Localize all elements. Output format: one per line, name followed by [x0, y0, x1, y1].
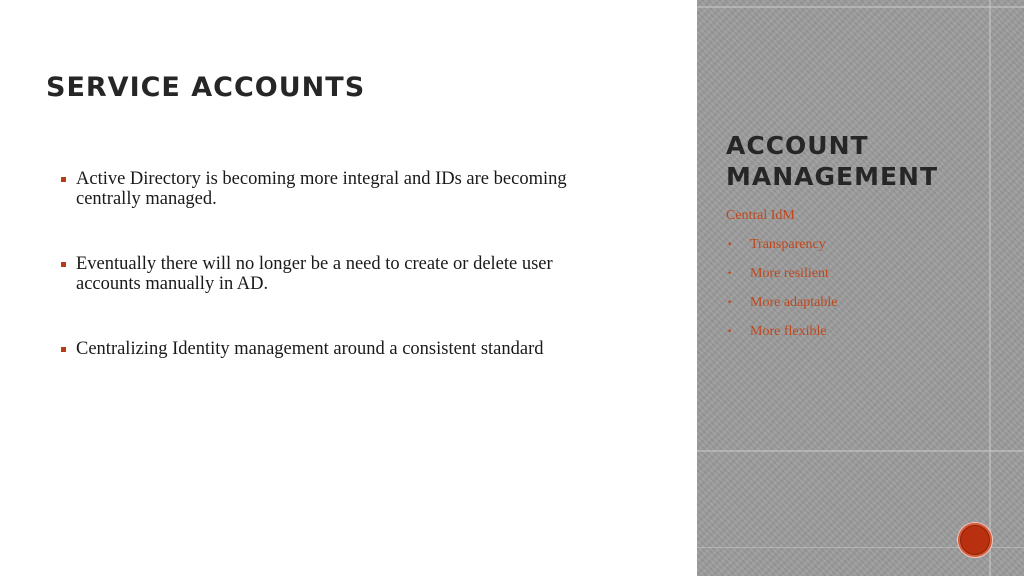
- bullet-dot-icon: •: [727, 240, 733, 250]
- panel-divider: [697, 6, 1024, 8]
- side-panel: [697, 0, 1024, 576]
- side-list-item: [726, 324, 837, 353]
- side-list-text: More flexible: [750, 324, 827, 339]
- side-list-text: Transparency: [750, 237, 826, 252]
- bullet-dot-icon: •: [727, 298, 733, 308]
- side-list: [726, 237, 837, 353]
- side-list-item: [726, 295, 837, 324]
- bullet-text: Centralizing Identity management around a consistent standard: [76, 339, 544, 359]
- side-title-line: ACCOUNT: [726, 131, 869, 160]
- bullet-list: [60, 169, 605, 404]
- side-list-text: More adaptable: [750, 295, 838, 310]
- square-bullet-icon: [61, 262, 66, 267]
- panel-divider: [697, 450, 1024, 452]
- side-subhead: Central IdM: [726, 208, 795, 223]
- square-bullet-icon: [61, 177, 66, 182]
- bullet-text: Eventually there will no longer be a need to create or delete user accounts manually in AD.: [76, 254, 553, 294]
- side-list-text: More resilient: [750, 266, 829, 281]
- bullet-dot-icon: •: [727, 269, 733, 279]
- side-title: [726, 130, 938, 192]
- side-list-item: [726, 266, 837, 295]
- square-bullet-icon: [61, 347, 66, 352]
- side-title-line: MANAGEMENT: [726, 162, 939, 191]
- slide-title: SERVICE ACCOUNTS: [46, 72, 366, 103]
- side-list-item: [726, 237, 837, 266]
- bullet-dot-icon: •: [727, 327, 733, 337]
- slide-number-badge-icon: [957, 522, 993, 558]
- bullet-text: Active Directory is becoming more integral and IDs are becoming centrally managed.: [76, 169, 567, 209]
- panel-divider: [989, 0, 991, 576]
- bullet-item: [60, 254, 605, 294]
- bullet-item: [60, 169, 605, 209]
- bullet-item: [60, 339, 605, 359]
